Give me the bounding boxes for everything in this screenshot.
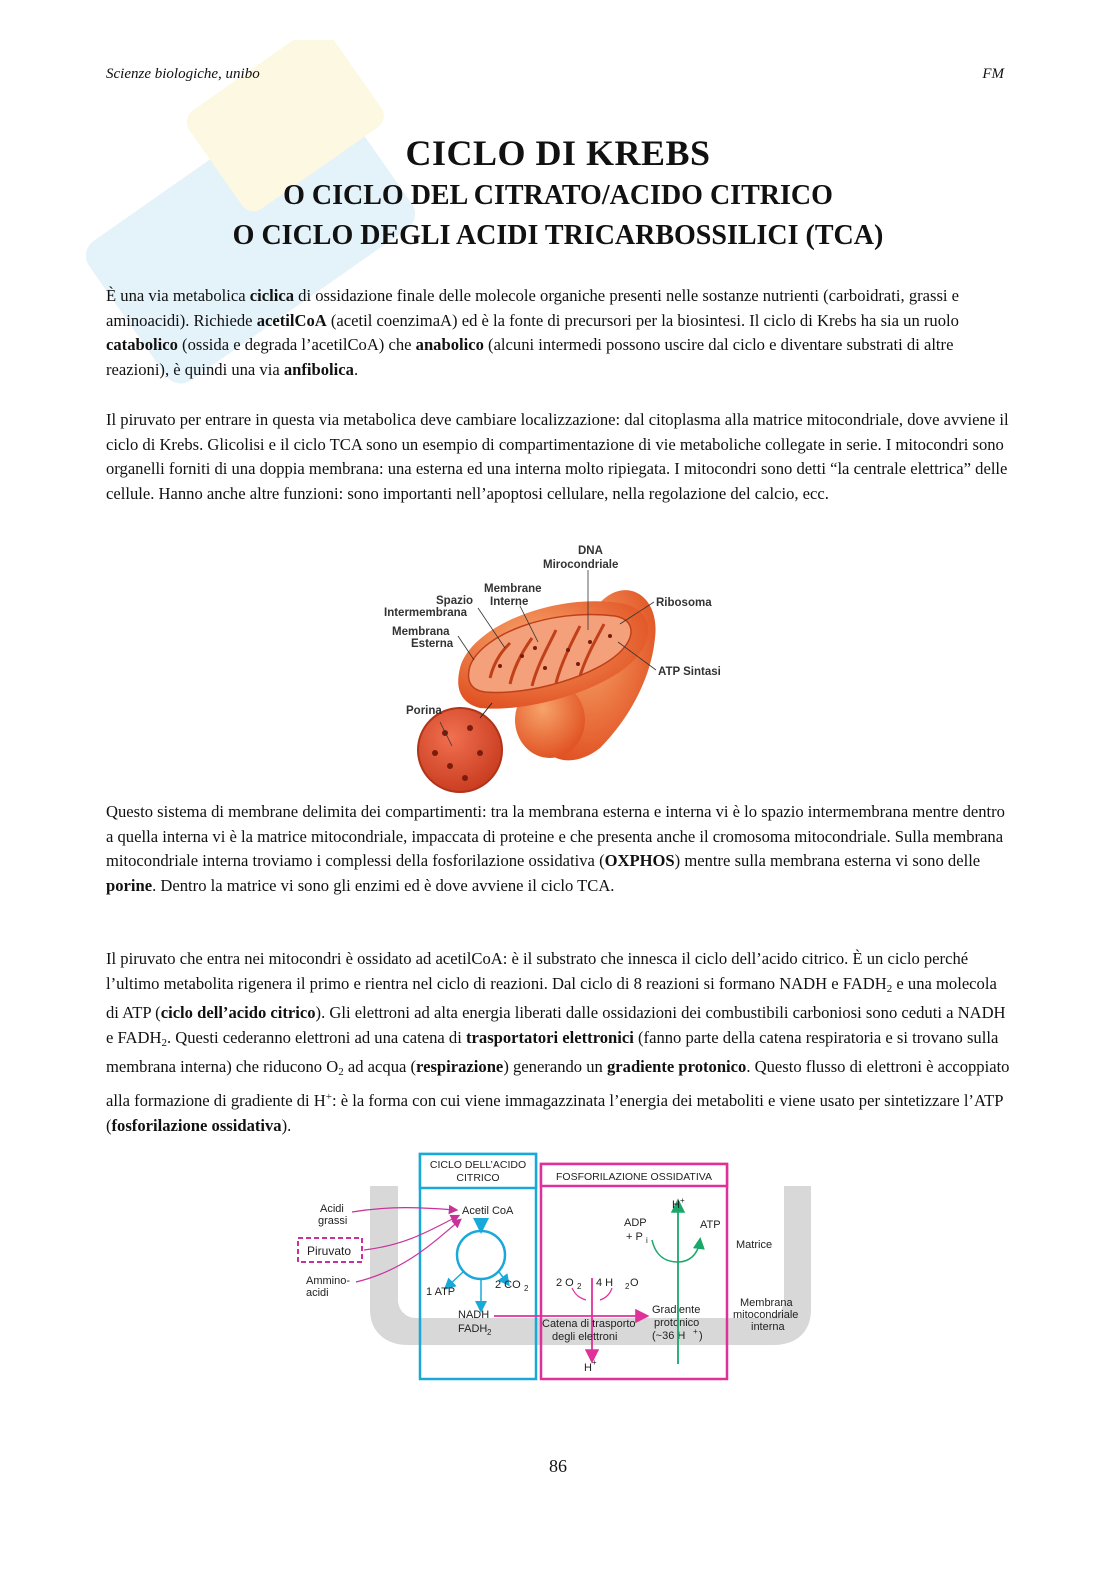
fosfo-title: FOSFORILAZIONE OSSIDATIVA xyxy=(556,1171,712,1183)
porina-circle xyxy=(418,708,502,792)
label-matrice: Matrice xyxy=(736,1239,773,1251)
mitochondrion-figure xyxy=(370,538,750,793)
ciclo-title-2: CITRICO xyxy=(456,1172,500,1184)
label-ammino: Ammino- xyxy=(306,1275,351,1287)
page-number: 86 xyxy=(549,1456,567,1476)
label-catena-2: degli elettroni xyxy=(552,1331,618,1343)
label-membrana-esterna-2: Esterna xyxy=(411,638,454,650)
label-membrane-interne: Membrane xyxy=(484,583,542,595)
paragraph-intro: È una via metabolica ciclica di ossidazione finale delle molecole organiche presenti nelle sostanze nutrienti (carboidrati, grassi e aminoacidi). Richiede acetilCoA (acetil coenzimaA) ed è la fonte di precursori per la biosintesi. Il ciclo di Krebs ha sia un ruolo catabolico (ossida e degrada l’acetilCoA) che anabolico (alcuni intermedi possono uscire dal ciclo e diventare substrati di altre reazioni), è quindi una via anfibolica. xyxy=(106,286,960,379)
svg-text:2: 2 xyxy=(487,1328,492,1337)
label-ribosoma: Ribosoma xyxy=(656,597,712,609)
label-spazio: Spazio xyxy=(436,595,474,607)
label-catena-1: Catena di trasporto xyxy=(542,1318,636,1330)
paragraph-ciclo: Il piruvato che entra nei mitocondri è ossidato ad acetilCoA: è il substrato che innesca il ciclo dell’acido citrico. È un ciclo perché l’ultimo metabolita rigenera il primo e rientra nel ciclo di reazioni. Dal ciclo di 8 reazioni si formano NADH e $FADH_2$ e una molecola di ATP (ciclo dell’acido citrico). Gli elettroni ad alta energia liberati dalle ossidazioni dei combustibili carboniosi sono ceduti a NADH e $FADH_2$. Questi cederanno elettroni ad una catena di trasportatori elettronici (fanno parte della catena respiratoria e si trovano sulla membrana interna) che riducono $O_2$ ad acqua (respirazione) generando un gradiente protonico. Questo flusso di elettroni è accoppiato alla formazione di gradiente di H+: è la forma con cui viene immagazzinata l’energia dei metaboliti e viene usato per sintetizzare l’ATP (fosforilazione ossidativa). xyxy=(106,949,1010,1135)
paragraph-membrane: Questo sistema di membrane delimita dei compartimenti: tra la membrana esterna e interna vi è lo spazio intermembrana mentre dentro a quella interna vi è la matrice mitocondriale, impaccata di proteine e che presenta anche il cromosoma mitocondriale. Sulla membrana mitocondriale interna troviamo i complessi della fosforilazione ossidativa (OXPHOS) mentre sulla membrana esterna vi sono delle porine. Dentro la matrice vi sono gli enzimi ed è dove avviene il ciclo TCA. xyxy=(106,802,1005,895)
label-1-atp: 1 ATP xyxy=(426,1286,456,1298)
label-h-plus-top: H xyxy=(672,1199,680,1211)
label-acidi: Acidi xyxy=(320,1203,344,1215)
krebs-oxphos-diagram xyxy=(296,1150,826,1382)
label-2-co2: 2 CO xyxy=(495,1279,521,1291)
label-acidi-2: acidi xyxy=(306,1287,329,1299)
ciclo-title-1: CICLO DELL’ACIDO xyxy=(429,1159,527,1171)
label-membrana-2: mitocondriale xyxy=(733,1309,799,1321)
label-pi: + P xyxy=(626,1231,643,1243)
label-adp: ADP xyxy=(624,1217,647,1229)
label-fadh: FADH xyxy=(458,1323,488,1335)
label-h2o-o: O xyxy=(630,1277,639,1289)
label-grassi: grassi xyxy=(318,1215,348,1227)
fosfo-box xyxy=(541,1164,727,1379)
svg-text:2: 2 xyxy=(625,1282,630,1291)
svg-text:i: i xyxy=(646,1236,648,1245)
label-atp-2: ATP xyxy=(700,1219,721,1231)
label-membrana-3: interna xyxy=(751,1321,785,1333)
label-membrana-1: Membrana xyxy=(740,1297,793,1309)
label-spazio-2: Intermembrana xyxy=(384,607,468,619)
header-course: Scienze biologiche, unibo xyxy=(106,66,260,82)
header-author: FM xyxy=(982,66,1004,82)
label-membrana-esterna: Membrana xyxy=(392,626,450,638)
page-subtitle-1: O CICLO DEL CITRATO/ACIDO CITRICO xyxy=(283,180,833,211)
label-acetil-coa: Acetil CoA xyxy=(462,1205,514,1217)
label-gradiente-3: (~36 H xyxy=(652,1330,686,1342)
page-title: CICLO DI KREBS xyxy=(405,133,711,173)
label-gradiente-1: Gradiente xyxy=(652,1304,701,1316)
svg-text:): ) xyxy=(699,1330,703,1342)
label-4-h2o: 4 H xyxy=(596,1277,614,1289)
svg-text:2: 2 xyxy=(524,1284,529,1293)
label-nadh: NADH xyxy=(458,1309,490,1321)
label-gradiente-2: protonico xyxy=(654,1317,700,1329)
svg-text:+: + xyxy=(680,1196,685,1205)
svg-text:+: + xyxy=(693,1327,698,1336)
label-membrane-interne-2: Interne xyxy=(490,596,529,608)
label-piruvato: Piruvato xyxy=(307,1244,352,1258)
label-dna: DNA xyxy=(578,545,603,557)
label-atp-sintasi: ATP Sintasi xyxy=(658,666,721,678)
label-h-plus-bottom: H xyxy=(584,1362,592,1374)
krebs-cycle-circle xyxy=(457,1231,505,1279)
label-2-o2: 2 O xyxy=(556,1277,574,1289)
svg-text:2: 2 xyxy=(577,1282,582,1291)
title-block xyxy=(0,130,1116,256)
label-dna-2: Mirocondriale xyxy=(543,559,619,571)
paragraph-piruvato: Il piruvato per entrare in questa via metabolica deve cambiare localizzazione: dal citoplasma alla matrice mitocondriale, dove avviene il ciclo di Krebs. Glicolisi e il ciclo TCA sono un esempio di compartimentazione di vie metaboliche collegate in serie. I mitocondri sono organelli forniti di una doppia membrana: una esterna ed una interna molto ripiegata. I mitocondri sono detti “la centrale elettrica” delle cellule. Hanno anche altre funzioni: sono importanti nell’apoptosi cellulare, nella regolazione del calcio, ecc. xyxy=(106,410,1009,503)
svg-text:+: + xyxy=(592,1358,597,1367)
label-porina: Porina xyxy=(406,705,442,717)
page-subtitle-2: O CICLO DEGLI ACIDI TRICARBOSSILICI (TCA) xyxy=(232,220,884,251)
